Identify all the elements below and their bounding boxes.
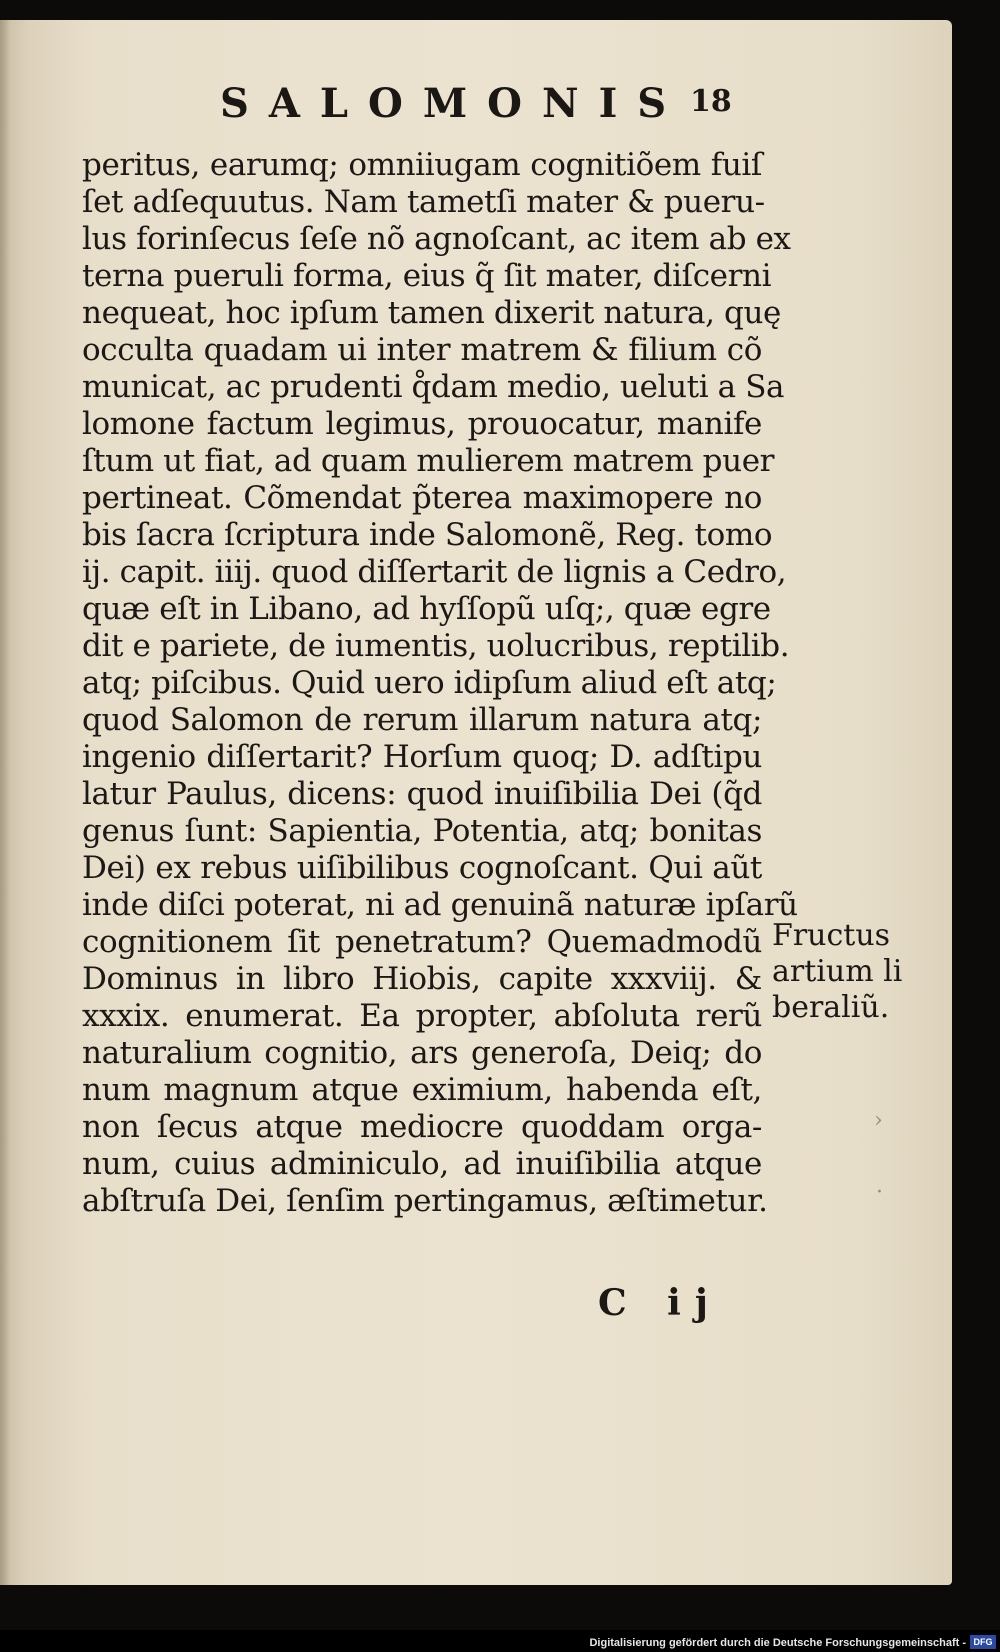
text-line: num magnum atque eximium, habenda eſt, bbox=[82, 1072, 762, 1108]
bleed-through-mark: · bbox=[876, 1180, 883, 1205]
digitization-credit: Digitalisierung gefördert durch die Deutsche Forschungsgemeinschaft - bbox=[589, 1637, 966, 1649]
text-line: lomone factum legimus, prouocatur, manife bbox=[82, 406, 762, 442]
footer-bar bbox=[0, 1630, 1000, 1652]
text-line: atq; piſcibus. Quid uero idipſum aliud eſt atq; bbox=[82, 665, 777, 701]
text-line: pertineat. Cõmendat p̃terea maximopere no bbox=[82, 480, 762, 516]
page-number: 18 bbox=[690, 84, 732, 119]
running-head: SALOMONIS bbox=[220, 80, 687, 127]
main-text-block bbox=[82, 147, 798, 1220]
text-line: municat, ac prudenti q̊dam medio, ueluti a Sa bbox=[82, 369, 785, 405]
text-line: xxxix. enumerat. Ea propter, abſoluta rerũ bbox=[82, 998, 762, 1034]
book-page bbox=[0, 20, 952, 1585]
dfg-logo: DFG bbox=[970, 1635, 996, 1649]
text-line: peritus, earumq; omniiugam cognitiõem fuiſ bbox=[82, 147, 762, 183]
text-line: naturalium cognitio, ars generoſa, Deiq; do bbox=[82, 1035, 762, 1071]
text-line: cognitionem ſit penetratum? Quemadmodũ bbox=[82, 924, 762, 960]
text-line: dit e pariete, de iumentis, uolucribus, reptilib. bbox=[82, 628, 790, 664]
marginal-note-line: artium li bbox=[772, 954, 903, 989]
text-line: lus forinſecus ſeſe nõ agnoſcant, ac item ab ex bbox=[82, 221, 791, 257]
bleed-through-mark: › bbox=[874, 1108, 883, 1133]
text-line: quæ eſt in Libano, ad hyſſopũ uſq;, quæ egre bbox=[82, 591, 771, 627]
text-line: Dei) ex rebus uiſibilibus cognoſcant. Qui aũt bbox=[82, 850, 762, 886]
marginal-note-line: beraliũ. bbox=[772, 990, 890, 1025]
text-line: inde diſci poterat, ni ad genuinã naturæ ipſarũ bbox=[82, 887, 798, 923]
text-line: quod Salomon de rerum illarum natura atq; bbox=[82, 702, 762, 738]
text-line: bis ſacra ſcriptura inde Salomonẽ, Reg. tomo bbox=[82, 517, 773, 553]
text-line: Dominus in libro Hiobis, capite xxxviij. & bbox=[82, 961, 762, 997]
text-line: abſtruſa Dei, ſenſim pertingamus, æſtimetur. bbox=[82, 1183, 768, 1219]
marginal-note-line: Fructus bbox=[772, 918, 891, 953]
marginal-note bbox=[772, 918, 902, 1026]
text-line: non ſecus atque mediocre quoddam orga- bbox=[82, 1109, 762, 1145]
text-line: terna pueruli forma, eius q̃ ſit mater, diſcerni bbox=[82, 258, 772, 294]
text-line: ingenio diſſertarit? Horſum quoq; D. adſtipu bbox=[82, 739, 762, 775]
text-line: genus ſunt: Sapientia, Potentia, atq; bonitas bbox=[82, 813, 762, 849]
text-line: ſet adſequutus. Nam tametſi mater & pueru- bbox=[82, 184, 765, 220]
text-line: occulta quadam ui inter matrem & filium cõ bbox=[82, 332, 762, 368]
text-line: ij. capit. iiij. quod diſſertarit de lignis a Cedro, bbox=[82, 554, 787, 590]
text-line: latur Paulus, dicens: quod inuiſibilia Dei (q̃d bbox=[82, 776, 762, 812]
text-line: num, cuius adminiculo, ad inuiſibilia atque bbox=[82, 1146, 762, 1182]
text-line: nequeat, hoc ipſum tamen dixerit natura, quę bbox=[82, 295, 781, 331]
text-line: ſtum ut fiat, ad quam mulierem matrem puer bbox=[82, 443, 775, 479]
signature-mark: C ij bbox=[598, 1282, 722, 1324]
